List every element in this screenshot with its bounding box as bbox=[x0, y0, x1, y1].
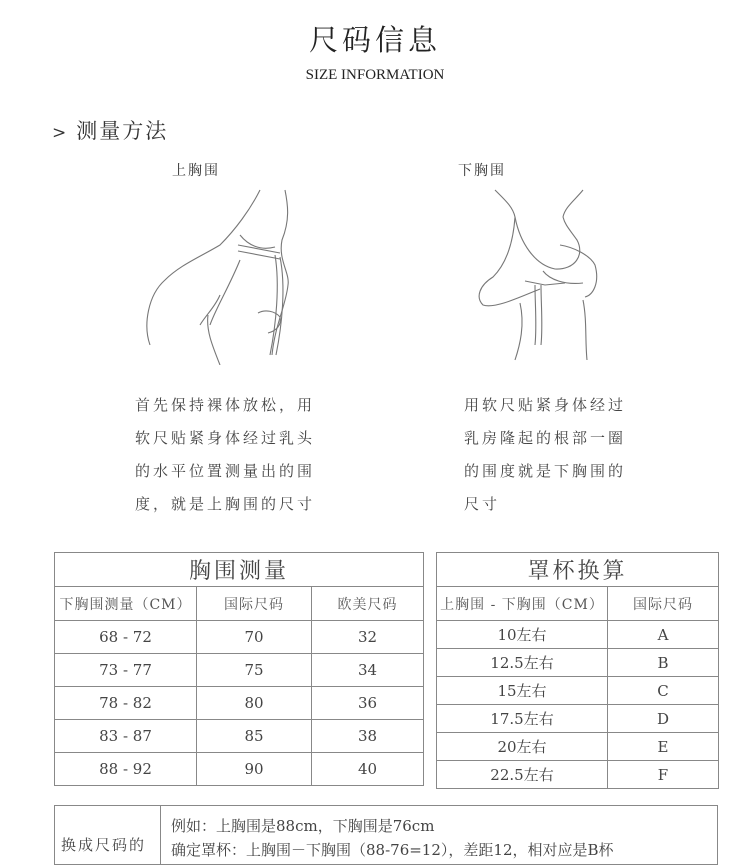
column-header: 国际尺码 bbox=[608, 587, 719, 621]
section-heading bbox=[52, 115, 168, 145]
upper-bust-illustration bbox=[140, 185, 310, 365]
note-side-label: 换成尺码的 bbox=[55, 806, 161, 864]
figure-label-upper-bust: 上胸围 bbox=[172, 163, 220, 179]
column-header: 国际尺码 bbox=[197, 587, 312, 621]
table-row: 10左右 A bbox=[437, 621, 719, 649]
table-row: 15左右 C bbox=[437, 677, 719, 705]
table-row: 17.5左右 D bbox=[437, 705, 719, 733]
under-bust-illustration bbox=[465, 185, 625, 365]
page-title: 尺码信息 bbox=[308, 23, 441, 57]
table-row: 68 - 72 70 32 bbox=[55, 621, 424, 654]
table-row: 88 - 92 90 40 bbox=[55, 753, 424, 786]
column-header: 上胸围 - 下胸围（CM） bbox=[437, 587, 608, 621]
upper-bust-description: 首先保持裸体放松，用 软尺贴紧身体经过乳头 的水平位置测量出的围 度，就是上胸围的尺寸 bbox=[135, 396, 316, 513]
note-line: 例如：上胸围是88cm，下胸围是76cm bbox=[171, 817, 435, 835]
table-caption: 胸围测量 bbox=[55, 553, 424, 587]
table-caption: 罩杯换算 bbox=[437, 553, 719, 587]
column-header: 欧美尺码 bbox=[312, 587, 424, 621]
table-row: 73 - 77 75 34 bbox=[55, 654, 424, 687]
example-note-box bbox=[54, 805, 718, 865]
note-line: 确定罩杯：上胸围－下胸围（88-76=12），差距12，相对应是B杯 bbox=[171, 841, 614, 859]
table-row: 12.5左右 B bbox=[437, 649, 719, 677]
figure-label-under-bust: 下胸围 bbox=[458, 163, 506, 179]
chevron-right-icon: > bbox=[52, 123, 69, 143]
table-row: 22.5左右 F bbox=[437, 761, 719, 789]
column-header: 下胸围测量（CM） bbox=[55, 587, 197, 621]
section-title: 测量方法 bbox=[76, 119, 169, 143]
cup-size-table bbox=[436, 552, 719, 789]
under-bust-description: 用软尺贴紧身体经过 乳房隆起的根部一圈 的围度就是下胸围的 尺寸 bbox=[464, 396, 627, 513]
bust-size-table bbox=[54, 552, 424, 786]
table-row: 78 - 82 80 36 bbox=[55, 687, 424, 720]
page-subtitle: SIZE INFORMATION bbox=[305, 67, 445, 83]
table-row: 20左右 E bbox=[437, 733, 719, 761]
table-row: 83 - 87 85 38 bbox=[55, 720, 424, 753]
